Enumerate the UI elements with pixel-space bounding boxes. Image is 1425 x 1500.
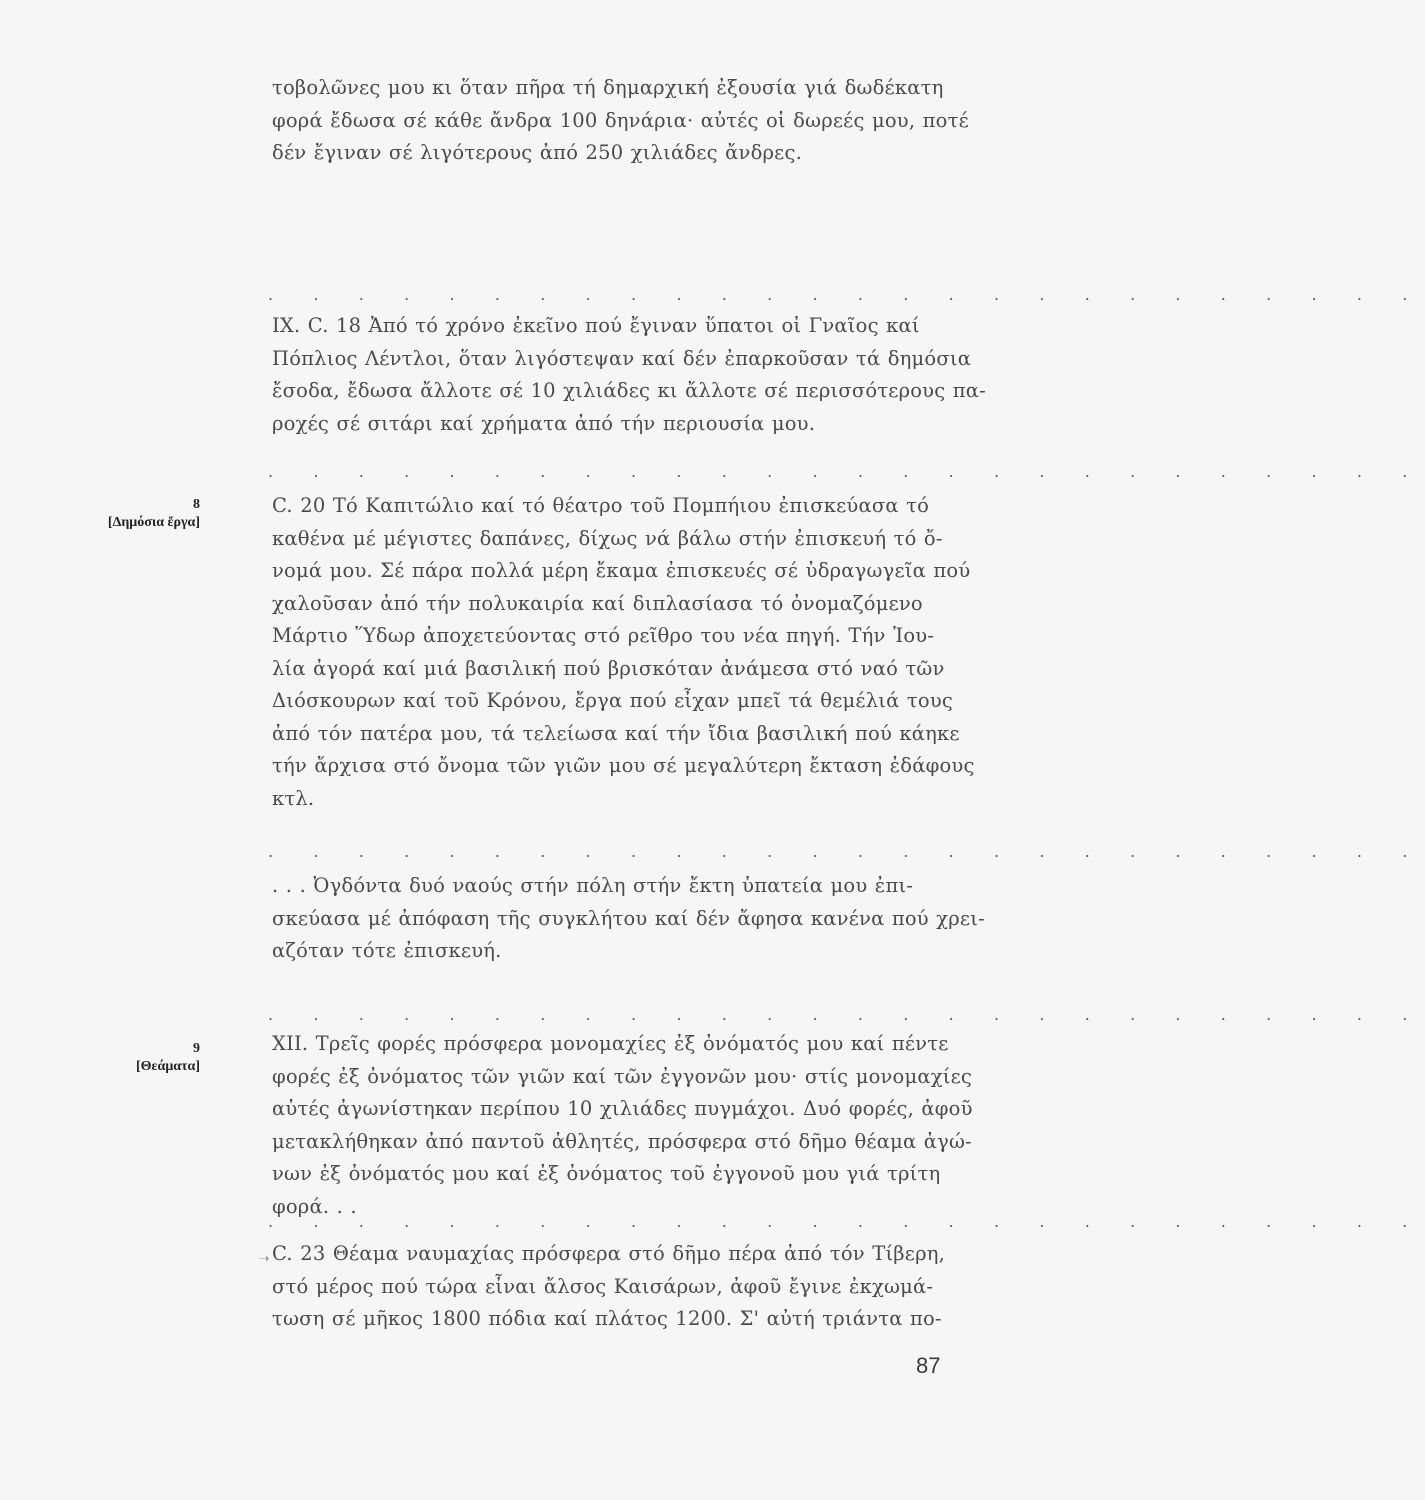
paragraph-c20 xyxy=(272,490,975,815)
text-line: τοβολῶνες μου κι ὅταν πῆρα τή δημαρχική ἐξουσία γιά δωδέκατη xyxy=(272,76,944,99)
text-line: τωση σέ μῆκος 1800 πόδια καί πλάτος 1200. Σ' αὐτή τριάντα πο- xyxy=(272,1307,942,1330)
ellipsis-row: . . . . . . . . . . . . . . . . . . . . . . . . . . xyxy=(268,1212,1425,1231)
text-line: φορά. . . xyxy=(272,1194,357,1218)
margin-note-number: 8 xyxy=(193,497,200,512)
text-line: Πόπλιος Λέντλοι, ὅταν λιγόστεψαν καί δέν ἐπαρκοῦσαν τά δημόσια xyxy=(272,346,972,370)
text-line: Μάρτιο Ὕδωρ ἀποχετεύοντας στό ρεῖθρο του νέα πηγή. Τήν Ἰου- xyxy=(272,624,935,647)
ellipsis-row: . . . . . . . . . . . . . . . . . . . . . . . . . . xyxy=(268,842,1425,861)
page-number: 87 xyxy=(916,1353,941,1378)
text-line: IX. C. 18 Ἀπό τό χρόνο ἐκεῖνο πού ἔγιναν ὕπατοι οἱ Γναῖος καί xyxy=(272,314,920,337)
text-line: ροχές σέ σιτάρι καί χρήματα ἀπό τήν περιουσία μου. xyxy=(272,411,816,435)
ellipsis-row: . . . . . . . . . . . . . . . . . . . . . . . . . . xyxy=(268,462,1425,481)
ellipsis-row: . . . . . . . . . . . . . . . . . . . . . . . . . . xyxy=(268,285,1425,304)
ellipsis-row: . . . . . . . . . . . . . . . . . . . . . . . . . . xyxy=(268,1005,1425,1024)
text-line: κτλ. xyxy=(272,786,315,810)
text-line: . . . Ὀγδόντα δυό ναούς στήν πόλη στήν ἔκτη ὑπατεία μου ἐπι- xyxy=(272,874,914,897)
text-line: μετακλήθηκαν ἀπό παντοῦ ἀθλητές, πρόσφερα στό δῆμο θέαμα ἀγώ- xyxy=(272,1129,972,1153)
text-line: καθένα μέ μέγιστες δαπάνες, δίχως νά βάλω στήν ἐπισκευή τό ὄ- xyxy=(272,526,943,550)
margin-note-label: [Θεάματα] xyxy=(135,1059,200,1074)
text-line: χαλοῦσαν ἀπό τήν πολυκαιρία καί διπλασίασα τό ὀνομαζόμενο xyxy=(272,591,923,615)
margin-note-spectacles xyxy=(60,1040,200,1076)
text-line: τήν ἄρχισα στό ὄνομα τῶν γιῶν μου σέ μεγαλύτερη ἔκταση ἐδάφους xyxy=(272,754,975,777)
text-line: αζόταν τότε ἐπισκευή. xyxy=(272,939,502,962)
paragraph-chapter-ix xyxy=(272,310,986,440)
margin-note-label: [Δημόσια ἔργα] xyxy=(107,515,200,530)
text-line: νων ἐξ ὀνόματός μου καί ἐξ ὀνόματος τοῦ ἐγγονοῦ μου γιά τρίτη xyxy=(272,1162,941,1185)
text-line: C. 23 Θέαμα ναυμαχίας πρόσφερα στό δῆμο πέρα ἀπό τόν Τίβερη, xyxy=(272,1242,946,1265)
paragraph-temples xyxy=(272,870,985,968)
text-line: XII. Τρεῖς φορές πρόσφερα μονομαχίες ἐξ ὀνόματός μου καί πέντε xyxy=(272,1032,949,1055)
text-line: στό μέρος πού τώρα εἶναι ἄλσος Καισάρων, ἀφοῦ ἔγινε ἐκχωμά- xyxy=(272,1274,934,1298)
paragraph-c23 xyxy=(272,1238,944,1336)
margin-note-public-works xyxy=(60,496,200,532)
text-line: ἔσοδα, ἔδωσα ἄλλοτε σέ 10 χιλιάδες κι ἄλλοτε σέ περισσότερους πα- xyxy=(272,379,986,402)
margin-note-number: 9 xyxy=(193,1041,200,1056)
paragraph-chapter-xii xyxy=(272,1028,973,1223)
text-line: αὐτές ἀγωνίστηκαν περίπου 10 χιλιάδες πυγμάχοι. Δυό φορές, ἀφοῦ xyxy=(272,1097,973,1120)
text-line: φορά ἔδωσα σέ κάθε ἄνδρα 100 δηνάρια· αὐτές οἱ δωρεές μου, ποτέ xyxy=(272,108,969,132)
margin-arrow-icon: ➝ xyxy=(258,1251,270,1267)
text-line: δέν ἔγιναν σέ λιγότερους ἀπό 250 χιλιάδες ἄνδρες. xyxy=(272,141,802,164)
text-line: λία ἀγορά καί μιά βασιλική πού βρισκόταν ἀνάμεσα στό ναό τῶν xyxy=(272,656,945,680)
text-line: φορές ἐξ ὀνόματος τῶν γιῶν καί τῶν ἐγγονῶν μου· στίς μονομαχίες xyxy=(272,1064,973,1088)
text-line: Διόσκουρων καί τοῦ Κρόνου, ἔργα πού εἶχαν μπεῖ τά θεμέλιά τους xyxy=(272,689,954,712)
text-line: σκεύασα μέ ἀπόφαση τῆς συγκλήτου καί δέν ἄφησα κανένα πού χρει- xyxy=(272,906,985,930)
text-line: C. 20 Τό Καπιτώλιο καί τό θέατρο τοῦ Πομπήιου ἐπισκεύασα τό xyxy=(272,494,930,517)
paragraph-continuation xyxy=(272,72,969,170)
text-line: νομά μου. Σέ πάρα πολλά μέρη ἔκαμα ἐπισκευές σέ ὑδραγωγεῖα πού xyxy=(272,559,971,582)
text-line: ἀπό τόν πατέρα μου, τά τελείωσα καί τήν ἴδια βασιλική πού κάηκε xyxy=(272,721,960,745)
